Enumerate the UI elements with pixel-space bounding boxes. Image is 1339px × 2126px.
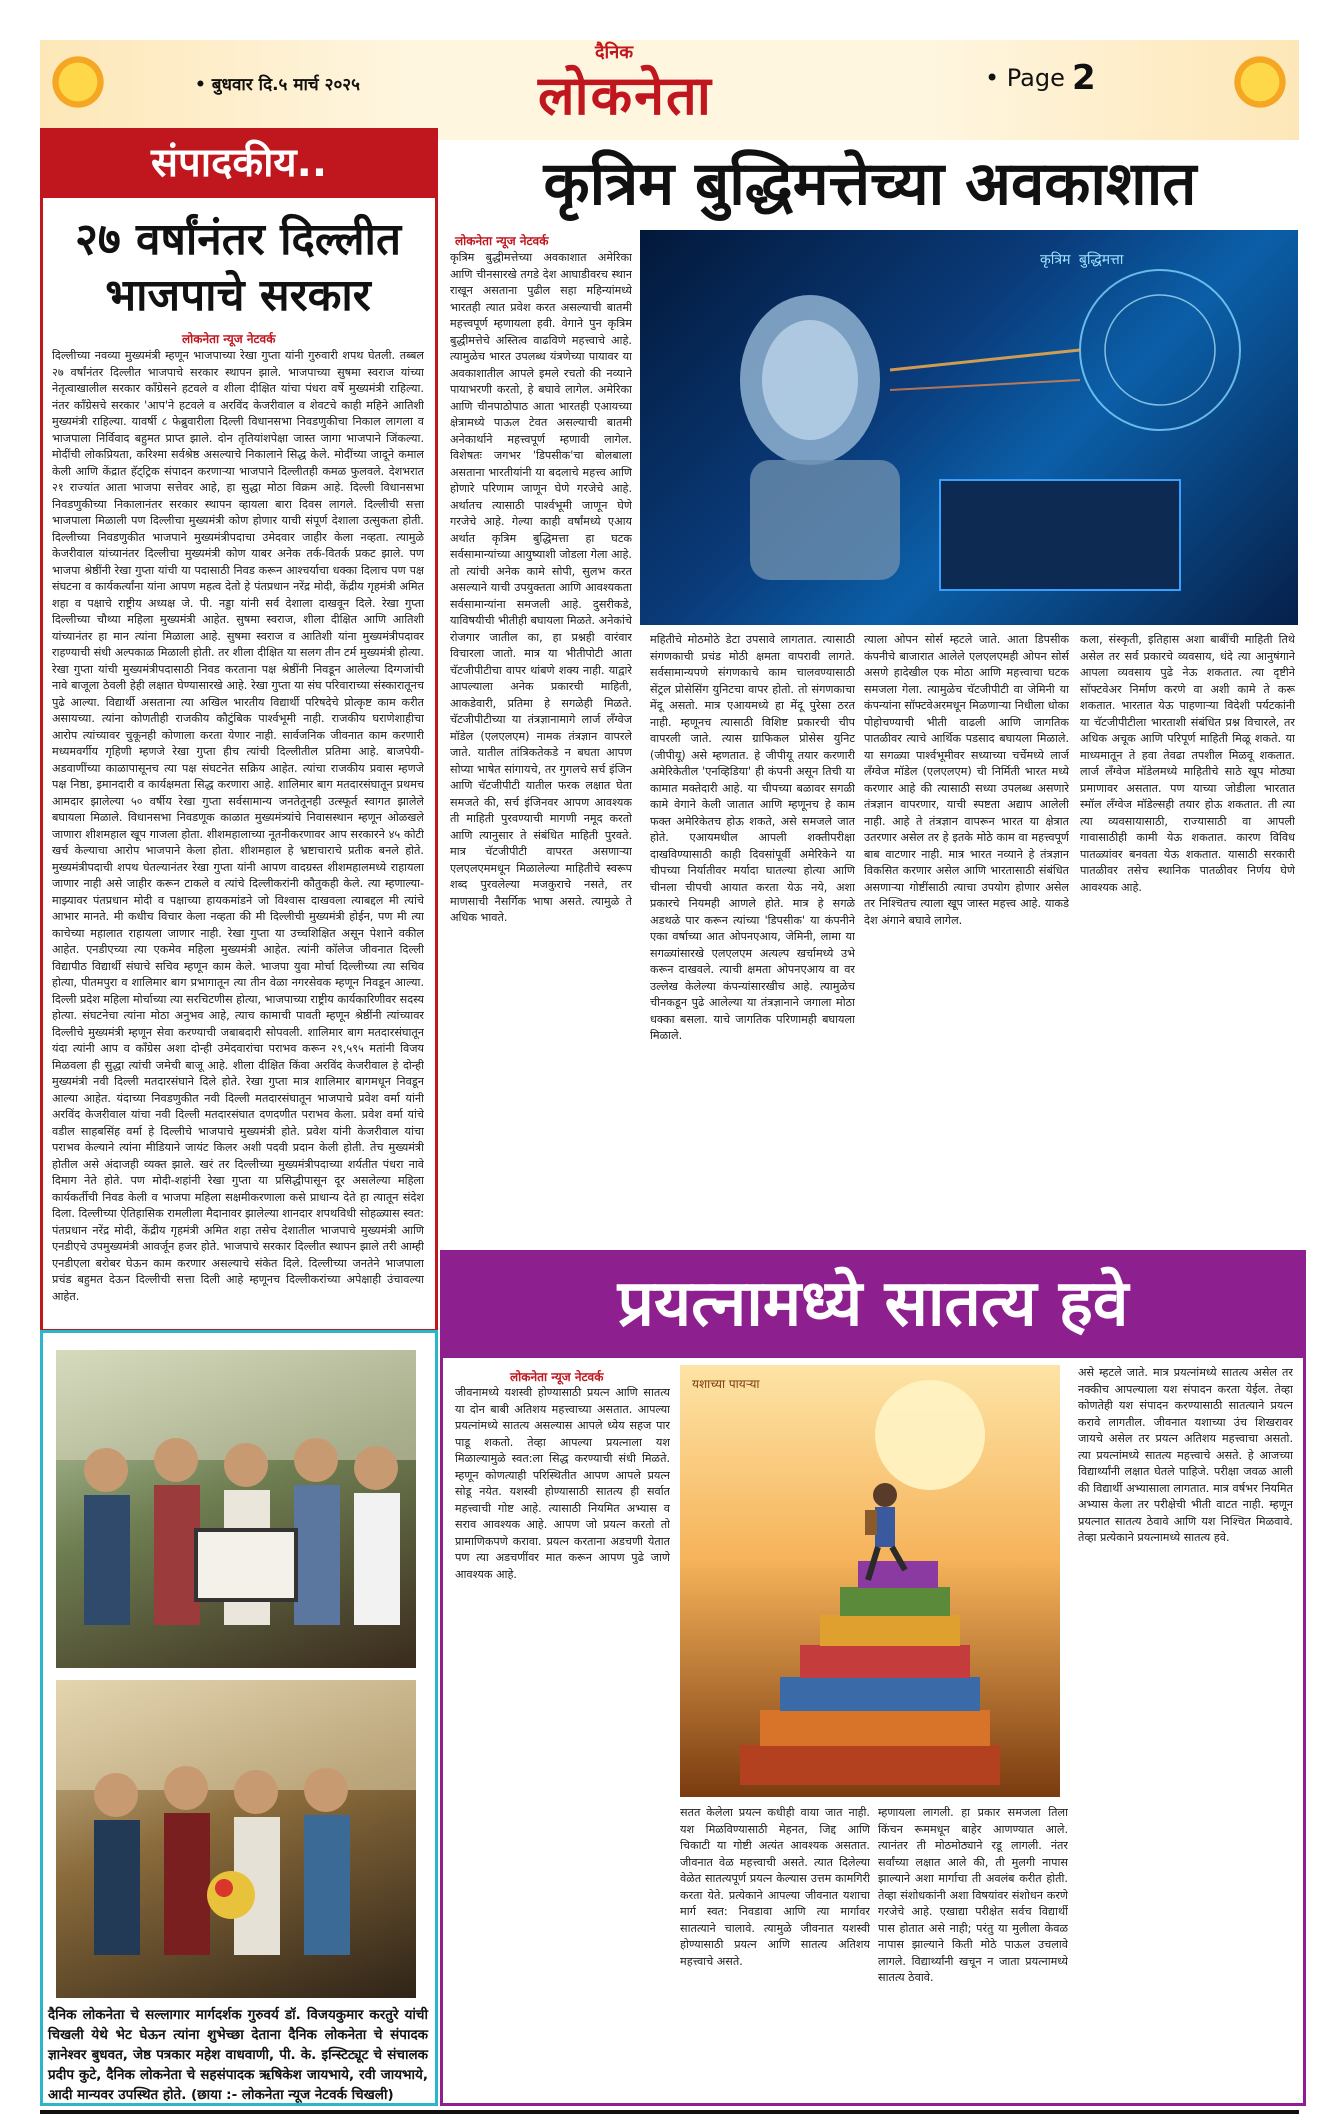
page-number: 2 xyxy=(1072,58,1096,98)
editorial-byline: लोकनेता न्यूज नेटवर्क xyxy=(182,332,276,346)
perseverance-col1: जीवनामध्ये यशस्वी होण्यासाठी प्रयत्न आणि सातत्य या दोन बाबी अतिशय महत्त्वाच्या असतात. आपल्या प्रयत्नांमध्ये सातत्य असल्यास आपले ध्येय सहज पार पाडू शकतो. तेव्हा आपल्या प्रयत्नाला यश मिळाल्यामुळे स्वत:ला सिद्ध करण्याची संधी मिळते. म्हणून कोणत्याही परिस्थितीत आपण आपले प्रयत्न सोडू नयेत. यशस्वी होण्यासाठी सातत्य ही सर्वात महत्त्वाची गोष्ट आहे. त्यासाठी नियमित अभ्यास व सराव आवश्यक आहे. आपण जो प्रयत्न करतो तो प्रामाणिकपणे करावा. प्रयत्न करताना अडचणी येतात पण त्या अडचणींवर मात करून आपण पुढे जाणे आवश्यक आहे. xyxy=(455,1386,670,1581)
sun-icon-left xyxy=(48,52,108,112)
ai-image-label: कृत्रिम बुद्धिमत्ता xyxy=(1040,252,1124,268)
event-photo-2 xyxy=(56,1680,416,1998)
brand-prefix: दैनिक xyxy=(595,42,634,63)
ai-article-col1: कृत्रिम बुद्धीमत्तेच्या अवकाशात अमेरिका आणि चीनसारखे तगडे देश आघाडीवरच स्थान राखून असताना पुढील सहा महिन्यांमध्ये भारतही त्यात प्रवेश करत असल्याची बातमी महत्त्वपूर्ण म्हणायला हवी. वेगाने पुन कृत्रिम बुद्धीमत्तेचे अस्तित्व वाढविणे महत्त्वाचे आहे. त्यामुळेच भारत उपलब्ध यंत्रणेच्या पायावर या अवकाशातील आपले इमले रचतो की नव्याने पायाभरणी करतो, हे बघावे लागेल. अमेरिका आणि चीनपाठोपाठ आता भारतही एआयच्या क्षेत्रामध्ये पाऊल टेवत असल्याची बातमी अनेकार्थाने महत्त्वपूर्ण म्हणावी लागेल. विशेषतः जगभर 'डिपसीक'चा बोलबाला असताना भारतीयांनी या बदलाचे महत्त्व आणि होणारे परिणाम जाणून घेणे गरजेचे आहे. अर्थातच त्यासाठी पार्श्वभूमी जाणून घेणे गरजेचे आहे. गेल्या काही वर्षांमध्ये एआय अर्थात कृत्रिम बुद्धिमत्ता हा घटक सर्वसामान्यांच्या आयुष्याशी जोडला गेला आहे. तो त्यांची अनेक कामे सोपी, सुलभ करत असल्याने याची उपयुक्तता आणि आवश्यकता सर्वसामान्यांना समजली आहे. दुसरीकडे, याविषयीची भीतीही बघायला मिळते. अनेकांचे रोजगार जातील का, हा प्रश्नही वारंवार विचारला जातो. मात्र या भीतीपोटी आता चॅटजीपीटीचा वापर थांबणे शक्य नाही. याद्वारे आपल्याला अनेक प्रकारची माहिती, आकडेवारी, प्रतिमा हे सगळेही मिळते. चॅटजीपीटीच्या या तंत्रज्ञानामागे लार्ज लँग्वेज मॉडेल (एलएलएम) नामक तंत्रज्ञान वापरले जाते. यातील तांत्रिकतेकडे न बघता आपण सोप्या भाषेत सांगायचे, तर गुगलचे सर्च इंजिन आणि चॅटजीपीटी यातील फरक लक्षात घेता समजते की, सर्च इंजिनवर आपण आवश्यक ती माहिती पुरवण्याची मागणी नमूद करतो आणि त्यानुसार ते संबंधित माहिती पुरवते. मात्र चॅटजीपीटी वापरत असणाऱ्या एलएलएममधून मिळालेल्या माहितीचे स्वरूप शब्द पुरवलेल्या मजकुराचे नसते, तर माणसाची नैसर्गिक भाषा असते. त्यामुळे ते अधिक भावते. xyxy=(450,251,632,924)
issue-date: • बुधवार दि.५ मार्च २०२५ xyxy=(195,75,360,95)
perseverance-byline: लोकनेता न्यूज नेटवर्क xyxy=(510,1370,604,1384)
photo-caption: दैनिक लोकनेता चे सल्लागार मार्गदर्शक गुरुवर्य डॉ. विजयकुमार करतुरे यांची चिखली येथे भेट घेऊन त्यांना शुभेच्छा देताना दैनिक लोकनेता चे संपादक ज्ञानेश्वर बुधवत, जेष्ठ पत्रकार महेश वाधवाणी, पी. के. इन्स्टिट्यूट चे संचालक प्रदीप कुटे, दैनिक लोकनेता चे सहसंपादक ऋषिकेश जायभाये, रवी जायभाये, आदी मान्यवर उपस्थित होते. (छाया :- लोकनेता न्यूज नेटवर्क चिखली) xyxy=(48,2007,428,2103)
sun-icon-right xyxy=(1230,52,1290,112)
ai-robot-image xyxy=(640,230,1298,625)
ai-article-col4: कला, संस्कृती, इतिहास अशा बाबींची माहिती तिथे असेल तर सर्व प्रकारचे व्यवसाय, धंदे त्या आनुषंगाने आपला व्यवसाय पुढे नेऊ शकतात. त्या दृष्टीने सॉफ्टवेअर निर्माण करणे वा अशी कामे ते करू शकतात. भारतात येऊ पाहणाऱ्या विदेशी पर्यटकांनी या चॅटजीपीटीला भारताशी संबंधित प्रश्न विचारले, तर अधिक अचूक आणि परिपूर्ण माहिती मिळू शकते. या माध्यमातून ते हवा तेवढा तपशील मिळवू शकतात. लार्ज लँग्वेज मॉडेलमध्ये माहितीचे साठे खूप मोठ्या प्रमाणावर असतात. पण याच्या जोडीला भारतात स्मॉल लँग्वेज मॉडेल्सही तयार होऊ शकतात. ती त्या त्या व्यवसायासाठी, राज्यासाठी वा आपली गावासाठीही कामी येऊ शकतात. कारण विविध पातळ्यांवर बनवता येऊ शकतात. यासाठी सरकारी पातळीवर तसेच स्थानिक पातळीवर निर्णय घेणे आवश्यक आहे. xyxy=(1080,633,1295,894)
stairs-of-books-image xyxy=(680,1365,1060,1797)
ai-article-col3: त्याला ओपन सोर्स म्हटले जाते. आता डिपसीक कंपनीचे बाजारात आलेले एलएलएमही ओपन सोर्स असणे हादेखील एक मोठा आणि महत्त्वाचा घटक समजला गेला. त्यामुळेच चॅटजीपीटी वा जेमिनी या कंपन्यांना सॉफ्टवेअरमधून मिळणाऱ्या निधीला धोका पोहोचण्याची भीती वाढली आणि जागतिक पातळीवर त्याचे आर्थिक पडसाद बघायला मिळाले. या सगळ्या पार्श्वभूमीवर सध्याच्या चर्चेमध्ये लार्ज लँग्वेज मॉडेल (एलएलएम) ची निर्मिती भारत मध्ये करणार आहे की त्यासाठी सध्या उपलब्ध असणारे तंत्रज्ञान वापरणार, याची स्पष्टता अद्याप आलेली नाही. आहे ते तंत्रज्ञान वापरून भारत या क्षेत्रात उतरणार असेल तर हे इतके मोठे काम वा महत्त्वपूर्ण बाब वाटणार नाही. मात्र भारत नव्याने हे तंत्रज्ञान विकसित करणार असेल आणि भारतासाठी संबंधित असणाऱ्या गोष्टींसाठी त्याचा उपयोग होणार असेल तर निश्चितच त्याला खूप जास्त महत्त्व आहे. याकडे देश अंगाने बघावे लागेल. xyxy=(864,633,1069,927)
ai-article-headline: कृत्रिम बुद्धिमत्तेच्या अवकाशात xyxy=(543,149,1197,219)
editorial-title: २७ वर्षांनंतर दिल्लीत भाजपाचे सरकार xyxy=(74,214,402,321)
perseverance-col4: असे म्हटले जाते. मात्र प्रयत्नांमध्ये सातत्य असेल तर नक्कीच आपल्याला यश संपादन करता येईल. तेव्हा कोणतेही यश संपादन करण्यासाठी सातत्याने प्रयत्न करावे लागतील. जीवनात यशाच्या उंच शिखरावर जायचे असेल तर प्रयत्न अतिशय महत्त्वाचा असतो. त्या प्रयत्नांमध्ये सातत्य महत्त्वाचे असते. हे आजच्या विद्यार्थ्यांनी लक्षात घेतले पाहिजे. परीक्षा जवळ आली की विद्यार्थी अभ्यासाला लागतात. मात्र वर्षभर नियमित अभ्यास केला तर परीक्षेची भीती वाटत नाही. म्हणून प्रयत्नात सातत्य ठेवावे आणि यश निश्चित मिळवावे. तेव्हा प्रत्येकाने प्रयत्नामध्ये सातत्य हवे. xyxy=(1078,1366,1293,1544)
ai-article-byline: लोकनेता न्यूज नेटवर्क xyxy=(455,234,549,248)
newspaper-logo: लोकनेता xyxy=(538,63,713,127)
footer-rule xyxy=(40,2110,1299,2114)
editorial-section-header: संपादकीय.. xyxy=(40,128,438,198)
perseverance-headline: प्रयत्नामध्ये सातत्य हवे xyxy=(440,1250,1306,1358)
perseverance-col3: म्हणायला लागली. हा प्रकार समजला तिला किंचन रूममधून बाहेर आणण्यात आले. त्यानंतर ती मोठमोठ्याने रडू लागली. नंतर सर्वांच्या लक्षात आले की, ती मुलगी नापास झाल्याने अशा मार्गाचा ती अवलंब करीत होती. तेव्हा संशोधकांनी अशा विषयांवर संशोधन करणे गरजेचे आहे. एखाद्या परीक्षेत सर्वच विद्यार्थी पास होतात असे नाही; परंतु या मुलीला केवळ नापास झाल्याने किती मोठे पाऊल उचलावे लागले. विद्यार्थ्यांनी खचून न जाता प्रयत्नामध्ये सातत्य ठेवावे. xyxy=(878,1806,1068,1984)
page-label: • Page xyxy=(985,64,1065,92)
perseverance-col2: सतत केलेला प्रयत्न कधीही वाया जात नाही. यश मिळविण्यासाठी मेहनत, जिद्द आणि चिकाटी या गोष्टी अत्यंत आवश्यक असतात. जीवनात वेळ महत्त्वाची असते. त्यात दिलेल्या वेळेत सातत्यपूर्ण प्रयत्न केल्यास उत्तम कामगिरी करता येते. प्रत्येकाने आपल्या जीवनात यशाचा मार्ग स्वत: निवडावा आणि त्या मार्गावर सातत्याने चालावे. त्यामुळे जीवनात यशस्वी होण्यासाठी प्रयत्न आणि सातत्य अतिशय महत्त्वाचे असते. xyxy=(680,1806,870,1968)
ai-article-col2: महितीचे मोठमोठे डेटा उपसावे लागतात. त्यासाठी संगणकाची प्रचंड मोठी क्षमता वापरावी लागते. सर्वसामान्यपणे संगणकाचे काम चालवण्यासाठी सेंट्रल प्रोसेसिंग युनिटचा वापर होतो. तो संगणकाचा मेंदू असतो. मात्र एआयमध्ये हा मेंदू पुरेसा ठरत नाही. म्हणूनच त्यासाठी विशिष्ट प्रकारची चीप वापरली जाते. त्यास ग्राफिकल प्रोसेस युनिट (जीपीयू) असे म्हणतात. हे जीपीयू तयार करणारी अमेरिकेतील 'एनव्हिडिया' ही कंपनी असून तिची या कामात मक्तेदारी आहे. या चीपच्या बळावर सगळी कामे वेगाने केली जातात आणि म्हणूनच हे काम फक्त अमेरिकेतच होऊ शकते, असे समजले जात होते. एआयमधील आपली शक्तीपरीक्षा दाखविण्यासाठी काही दिवसांपूर्वी अमेरिकेने या चीपच्या निर्यातीवर मर्यादा घातल्या होत्या आणि चीनला चीपची आयात करता येऊ नये, अशा प्रकारचे नियमही आणले होते. मात्र हे सगळे अडथळे पार करून त्यांच्या 'डिपसीक' या कंपनीने एका वर्षाच्या आत ओपनएआय, जेमिनी, लामा या सगळ्यांसारखे एलएलएम अत्यल्प खर्चामध्ये उभे करून दाखवले. त्याची क्षमता ओपनएआय वा वर उल्लेख केलेल्या कंपन्यांसारखीच आहे. त्यामुळेच चीनकडून पुढे आलेल्या या तंत्रज्ञानाने जगाला मोठा धक्का बसला. याचे जागतिक परिणामही बघायला मिळाले. xyxy=(650,633,855,1042)
editorial-body: दिल्लीच्या नवव्या मुख्यमंत्री म्हणून भाजपाच्या रेखा गुप्ता यांनी गुरुवारी शपथ घेतली. तब्बल २७ वर्षांनंतर दिल्लीत भाजपाचे सरकार स्थापन झाले. भाजपाच्या सुषमा स्वराज यांच्या नेतृत्वाखालील सरकार काँग्रेसने हटवले व शीला दीक्षित यांचा पंधरा वर्षे मुख्यमंत्री राहिल्या. नंतर काँग्रेसचे सरकार 'आप'ने हटवले व अरविंद केजरीवाल व शेवटचे काही महिने आतिशी मुख्यमंत्री राहिल्या. यावर्षी ८ फेब्रुवारीला दिल्ली विधानसभा निवडणुकीचा निकाल लागला व भाजपाला निर्विवाद बहुमत प्राप्त झाले. दोन तृतियांशपेक्षा जास्त जागा भाजपाने जिंकल्या. मोदींची लोकप्रियता, करिश्मा सर्वश्रेष्ठ असल्याचे निकालाने सिद्ध केले. मोदींच्या जादूने कमाल केली आणि केंद्रात हॅट्ट्रिक संपादन करणाऱ्या भाजपाने दिल्लीतही कमळ फुलवले. देशभरात २१ राज्यांत आता भाजपा सत्तेवर आहे, हा सुद्धा मोठा विक्रम आहे. दिल्ली विधानसभा निवडणुकीच्या निकालानंतर सरकार स्थापन व्हायला बारा दिवस लागले. दिल्लीची सत्ता भाजपाला मिळाली पण दिल्लीचा मुख्यमंत्री कोण होणार याची संपूर्ण देशाला उत्सुकता होती. दिल्लीच्या निवडणुकीत भाजपाने मुख्यमंत्रीपदाचा उमेदवार जाहीर केला नव्हता. त्यामुळे केजरीवाल यांच्यानंतर दिल्लीचा मुख्यमंत्री कोण याबर अनेक तर्क-वितर्क प्रकट झाले. पण भाजपा श्रेष्ठींनी रेखा गुप्ता यांची या पदासाठी निवड करून आश्चर्याचा धक्का दिलाच पण पक्ष संघटना व कार्यकर्त्यांना यांना आपण महत्व देतो हे पंतप्रधान नरेंद्र मोदी, केंद्रीय गृहमंत्री अमित शहा व पक्षाचे राष्ट्रीय अध्यक्ष जे. पी. नड्डा यांनी सर्व देशाला दाखवून दिले. रेखा गुप्ता दिल्लीच्या चौथ्या महिला मुख्यमंत्री आहेत. सुषमा स्वराज, शीला दीक्षित आणि आतिशी यांच्यानंतर हा मान त्यांना मिळाला आहे. सुषमा स्वराज व आतिशी यांना मुख्यमंत्रीपदावर राहण्याची संधी अल्पकाळ मिळाली होती. तर शीला दीक्षित या सलग तीन टर्म मुख्यमंत्री होत्या. रेखा गुप्ता यांची मुख्यमंत्रीपदासाठी निवड करताना पक्ष श्रेष्ठींनी निवडून आलेल्या दिग्गजांची नावे बाजूला ठेवली हेही लक्षात घेण्यासारखे आहे. रेखा गुप्ता या संघ परिवाराच्या संस्कारातूनच पुढे आल्या. विद्यार्थी असताना त्या अखिल भारतीय विद्यार्थी परिषदेचे प्रोत्कृष्ट काम करीत असायच्या. त्यांना कोणतीही राजकीय कौटुंबिक पार्श्वभूमी नाही. राजकीय घराणेशाहीचा आरोप त्यांच्यावर चुकूनही कोणाला करता येणार नाही. सार्वजनिक जीवनात काम करणारी मध्यमवर्गीय गृहिणी म्हणजे रेखा गुप्ता हीच त्यांची दिल्लीतील प्रतिमा आहे. बाजपेयी-अडवाणींच्या काळापासूनच त्या पक्ष संघटनेत सक्रिय आहेत. त्यांचा राजकीय प्रवास म्हणजे पक्ष निष्ठा, इमानदारी व कार्यक्षमता सिद्ध करणारा आहे. शालिमार बाग मतदारसंघातून प्रथमच आमदार झालेल्या ५० वर्षीय रेखा गुप्ता सर्वसामान्य जनतेतूनही उत्स्फूर्त स्वागत झालेले बघायला मिळाले. विधानसभा निवडणूक काळात मुख्यमंत्र्यांचे निवासस्थान म्हणून ओळखले जाणारा शीशमहाल खूप गाजला होता. शीशमहालाच्या नूतनीकरणावर आप सरकारने ४५ कोटी खर्च केल्याचा आरोप भाजपाने केला होता. शीशमहाल हे भ्रष्टाचाराचे प्रतीक बनले होते. मुख्यमंत्रीपदाची शपथ घेतल्यानंतर रेखा गुप्ता यांनी आपण वादग्रस्त शीशमहालमध्ये राहायला जाणार नाही असे जाहीर करून टाकले व त्यांचे दिल्लीकरांनी कौतुकही केले. त्या म्हणाल्या-माझ्यावर पंतप्रधान मोदी व पक्षाच्या हायकमांडने जो विश्वास दाखवला त्याबद्दल मी त्यांचे आभार मानते. मी कधीच विचार केला नव्हता की मी दिल्लीची मुख्यमंत्री होईन, पण मी त्या काचेच्या महालात राहायला जाणार नाही. रेखा गुप्ता या उच्चशिक्षित असून पेशाने वकील आहेत. एनडीएच्या त्या एकमेव महिला मुख्यमंत्री आहेत. त्यांनी कॉलेज जीवनात दिल्ली विद्यापीठ विद्यार्थी संघाचे सचिव म्हणून काम केले. भाजपा युवा मोर्चा दिल्लीच्या त्या सचिव होत्या, पीतमपुरा व शालिमार बाग प्रभागातून त्या तीन वेळा नगरसेवक म्हणून निवडून आल्या. दिल्ली प्रदेश महिला मोर्चाच्या त्या सरचिटणीस होत्या, भाजपाच्या राष्ट्रीय कार्यकारिणीवर सदस्य होत्या. संघटनेचा त्यांना मोठा अनुभव आहे, त्याच कामाची पावती म्हणून श्रेष्ठींनी त्यांच्यावर दिल्लीचे मुख्यमंत्री म्हणून सेवा करण्याची जबाबदारी सोपवली. शालिमार बाग मतदारसंघातून यंदा त्यांनी आप व काँग्रेस अशा दोन्ही उमेदवारांचा पराभव करून २९,५९५ मतांनी विजय मिळवला ही सुद्धा त्यांची जमेची बाजू आहे. शीला दीक्षित किंवा अरविंद केजरीवाल हे दोन्ही मुख्यमंत्री नवी दिल्ली मतदारसंघाने दिले होते. रेखा गुप्ता मात्र शालिमार बागमधून निवडून आल्या आहेत. यंदाच्या निवडणुकीत नवी दिल्ली मतदारसंघातून भाजपाचे प्रवेश वर्मा यांनी अरविंद केजरीवाल यांचा नवी दिल्ली मतदारसंघात दणदणीत पराभव केला. प्रवेश वर्मा यांचे वडील साहबसिंह वर्मा हे दिल्लीचे भाजपाचे मुख्यमंत्री होते. प्रवेश यांनी केजरीवाल यांचा पराभव केल्याने त्यांना मीडियाने जायंट किलर अशी पदवी प्रदान केली होती. तेच मुख्यमंत्री होतील असे अंदाजही व्यक्त झाले. खरं तर दिल्लीच्या मुख्यमंत्रीपदाच्या शर्यतीत पंधरा नावे दिमाग नेते होते. पण मोदी-शहांनी रेखा गुप्ता या प्रसिद्धीपासून दूर असलेल्या महिला कार्यकर्तीची निवड केली व भाजपा महिला सक्षमीकरणाला कसे प्राधान्य देते हा त्यातून संदेश दिला. दिल्लीच्या ऐतिहासिक रामलीला मैदानावर झालेल्या शानदार शपथविधी सोहळ्यास स्वत: पंतप्रधान नरेंद्र मोदी, केंद्रीय गृहमंत्री अमित शहा तसेच देशातील भाजपाचे मुख्यमंत्री आणि एनडीएचे उपमुख्यमंत्री आवर्जून हजर होते. भाजपाचे सरकार दिल्लीत स्थापन झाले तरी आम्ही एनडीएला बरोबर घेऊन काम करणार असल्याचे संकेत दिले. दिल्लीच्या जनतेने भाजपाला प्रचंड बहुमत देऊन दिल्लीची सत्ता दिली आहे म्हणूनच दिल्लीकरांच्या अपेक्षाही उंचावल्या आहेत. xyxy=(52,349,424,1303)
stairs-image-label: यशाच्या पायऱ्या xyxy=(692,1377,760,1391)
event-photo-1 xyxy=(56,1350,416,1668)
